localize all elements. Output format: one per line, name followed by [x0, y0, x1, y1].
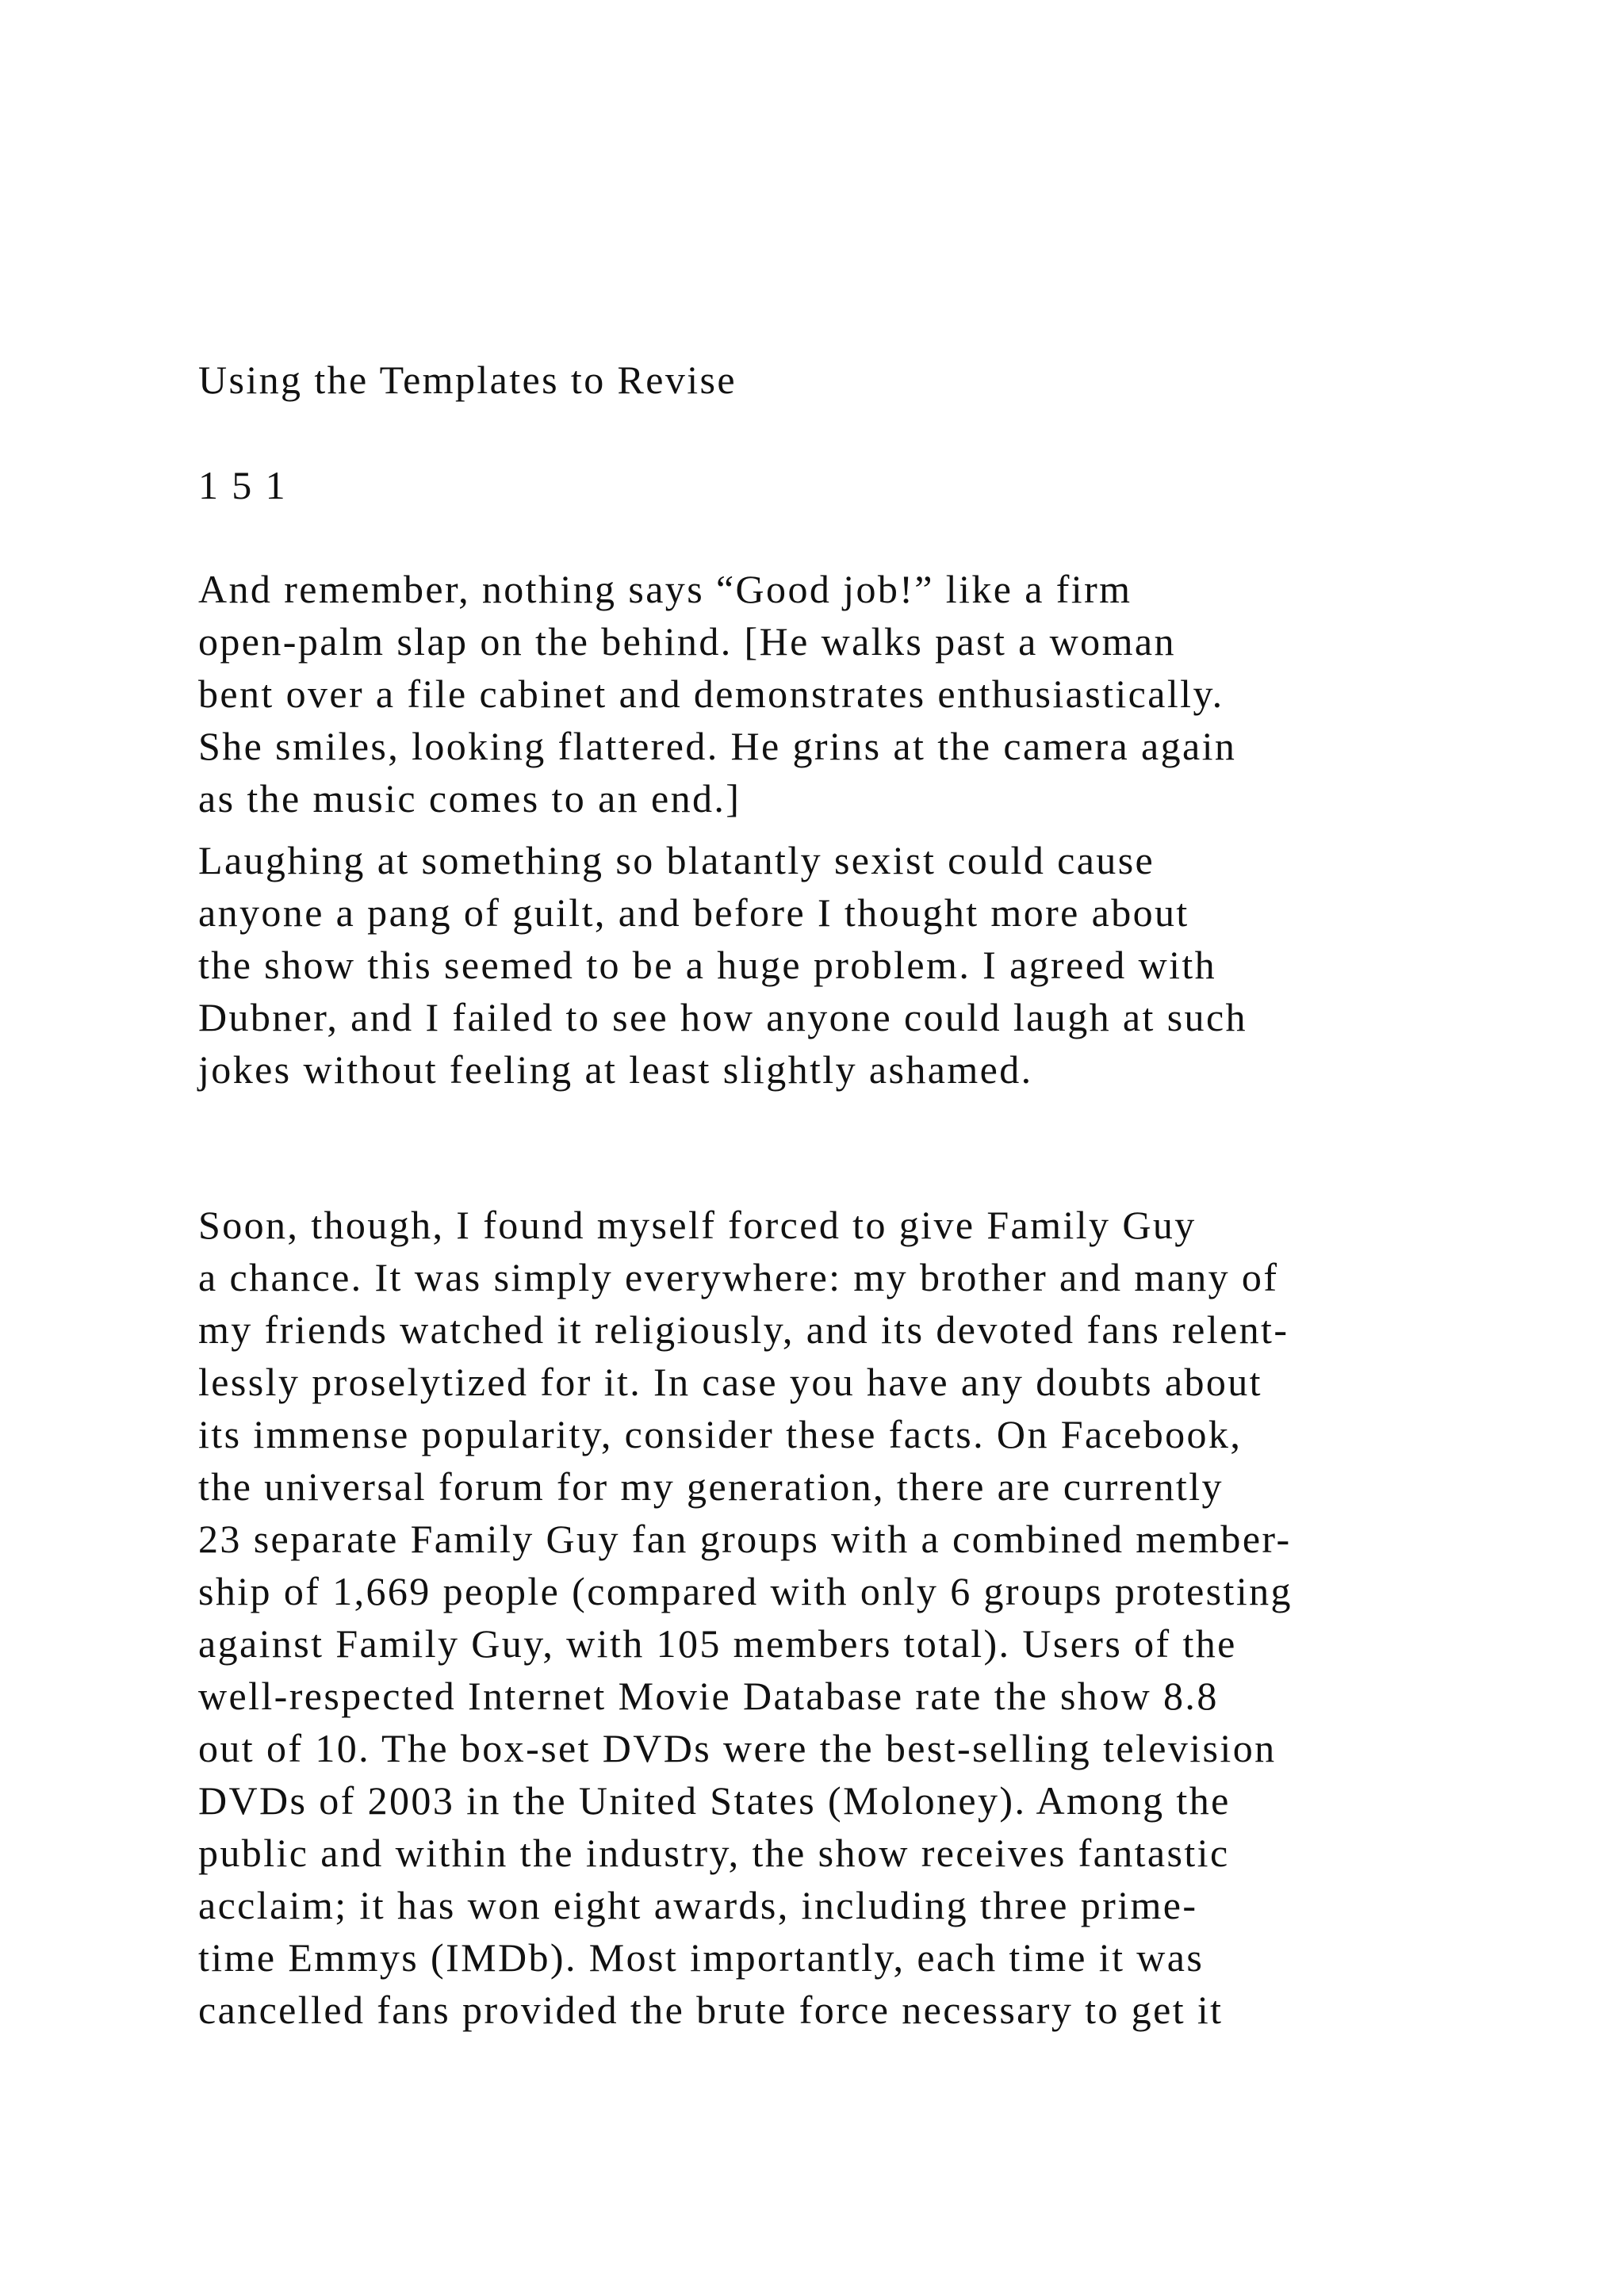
- text-line: open-palm slap on the behind. [He walks past a woman: [198, 619, 1176, 664]
- text-line: lessly proselytized for it. In case you have any doubts about: [198, 1360, 1262, 1404]
- page-number-text: 1 5 1: [198, 463, 287, 507]
- page-number: [198, 459, 1435, 511]
- text-line: 23 separate Family Guy fan groups with a combined member-: [198, 1517, 1292, 1561]
- text-line: acclaim; it has won eight awards, including three prime-: [198, 1883, 1198, 1927]
- paragraph-3: [198, 1199, 1435, 2036]
- text-line: its immense popularity, consider these facts. On Facebook,: [198, 1412, 1243, 1456]
- text-line: cancelled fans provided the brute force necessary to get it: [198, 1988, 1224, 2032]
- text-line: ship of 1,669 people (compared with only 6 groups protesting: [198, 1569, 1293, 1613]
- text-line: public and within the industry, the show receives fantastic: [198, 1831, 1230, 1875]
- text-line: time Emmys (IMDb). Most importantly, each time it was: [198, 1935, 1205, 1980]
- text-line: bent over a file cabinet and demonstrates enthusiastically.: [198, 672, 1224, 716]
- text-line: as the music comes to an end.]: [198, 776, 741, 821]
- text-line: DVDs of 2003 in the United States (Moloney). Among the: [198, 1778, 1231, 1823]
- running-head-text: Using the Templates to Revise: [198, 358, 737, 402]
- text-line: Dubner, and I failed to see how anyone could laugh at such: [198, 995, 1247, 1039]
- paragraph-2: [198, 834, 1435, 1096]
- text-line: the show this seemed to be a huge problem. I agreed with: [198, 943, 1217, 987]
- text-line: And remember, nothing says “Good job!” like a firm: [198, 567, 1132, 611]
- text-line: Soon, though, I found myself forced to give Family Guy: [198, 1203, 1197, 1247]
- text-line: against Family Guy, with 105 members total). Users of the: [198, 1621, 1237, 1666]
- text-line: Laughing at something so blatantly sexist could cause: [198, 838, 1155, 882]
- text-line: my friends watched it religiously, and its devoted fans relent-: [198, 1307, 1289, 1352]
- text-line: out of 10. The box-set DVDs were the best-selling television: [198, 1726, 1277, 1770]
- text-line: anyone a pang of guilt, and before I thought more about: [198, 890, 1189, 935]
- text-line: well-respected Internet Movie Database rate the show 8.8: [198, 1674, 1219, 1718]
- text-line: a chance. It was simply everywhere: my brother and many of: [198, 1255, 1279, 1299]
- running-head: [198, 354, 1435, 406]
- text-line: the universal forum for my generation, there are currently: [198, 1464, 1224, 1509]
- text-line: jokes without feeling at least slightly ashamed.: [198, 1047, 1033, 1092]
- text-line: She smiles, looking flattered. He grins at the camera again: [198, 724, 1237, 768]
- paragraph-1: [198, 563, 1435, 825]
